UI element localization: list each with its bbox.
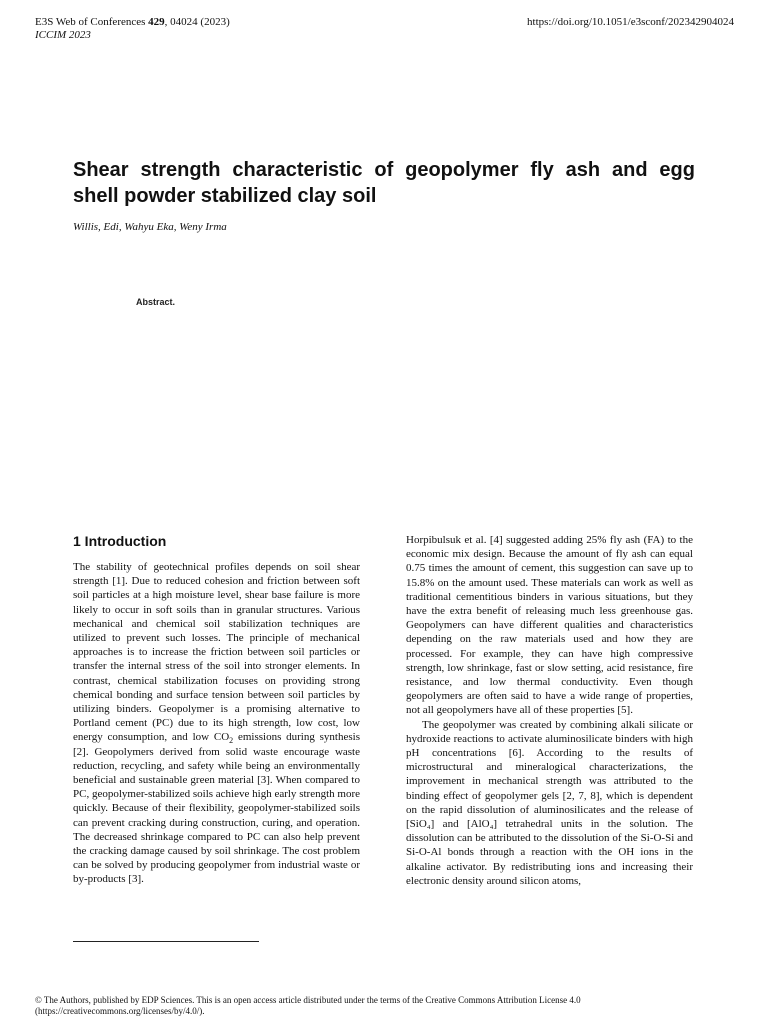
conference-name: ICCIM 2023 <box>35 29 91 41</box>
doi-link[interactable]: https://doi.org/10.1051/e3sconf/202342904024 <box>527 16 734 28</box>
paragraph-text-a: The stability of geotechnical profiles depends on soil shear strength [1]. Due to reduced cohesion and friction between soft soil particles at a high moisture level, shear base failure is more likely to occur in soft soils than in granular structures. Various mechanical and chemical soil stabilization techniques are utilized to prevent such losses. The principle of mechanical approaches is to increase the friction between soil particles or transfer the internal stress of the soil into stronger elements. In contrast, chemical stabilization focuses on providing strong chemical bonding and surface tension between soil particles by utilizing binders. Geopolymer is a promising alternative to Portland cement (PC) due to its high strength, low cost, low energy consumption, and low CO <box>73 561 360 744</box>
article-number: , 04024 (2023) <box>164 16 230 28</box>
intro-paragraph <box>73 560 360 887</box>
paper-title: Shear strength characteristic of geopolymer fly ash and egg shell powder stabilized clay soil <box>73 159 695 207</box>
abstract-block <box>136 296 640 309</box>
paragraph: The geopolymer was created by combining alkali silicate or hydroxide reactions to activate aluminosilicate binders with high pH concentrations [6]. According to the results of microstructural and mineralogical characterizations, the improvement in mechanical strength was attributed to the binding effect of geopolymer gels [2, 7, 8], which is dependent on the rapid dissolution of aluminosilicates and the release of [SiO₄] and [AlO₄] tetrahedral units in the solution. The dissolution can be attributed to the dissolution of the Si-O-Si and Si-O-Al bonds through a reaction with the OH ions in the alkaline activator. By redistributing ions and increasing their electronic density around silicon atoms, <box>406 718 693 887</box>
paragraph-text-b: emissions during synthesis [2]. Geopolymers derived from solid waste encourage waste reduction, recycling, and safety while being an environmentally beneficial and sustainable green material [3]. When compared to PC, geopolymer-stabilized soils achieve high early strength more quickly. Because of their flexibility, geopolymer-stabilized soils can prevent cracking during construction, curing, and operation. The decreased shrinkage compared to PC can also help prevent the cracking damage caused by soil shrinkage. The cost problem can be solved by producing geopolymer from industrial waste or by-products [3]. <box>73 731 360 886</box>
subscript: 2 <box>229 736 234 746</box>
footnote-divider <box>73 941 259 942</box>
left-column <box>73 560 360 887</box>
right-column <box>406 533 693 888</box>
section-heading: 1 Introduction <box>73 533 167 549</box>
author-list: Willis, Edi, Wahyu Eka, Weny Irma <box>73 221 227 233</box>
journal-volume: 429 <box>148 16 165 28</box>
paragraph: Horpibulsuk et al. [4] suggested adding 25% fly ash (FA) to the economic mix design. Because the amount of fly ash can equal 0.75 times the amount of cement, this suggestion can save up to 15.8% on the amount used. These materials can work as well as traditional cementitious binders in various situations, but they have the extra benefit of releasing much less greenhouse gas. Geopolymers can have different qualities and characteristics depending on the raw materials used and how they are processed. For example, they can have high compressive strength, low shrinkage, fast or slow setting, acid resistance, fire resistance, and low thermal conductivity. Even though geopolymers are often said to have a wide range of properties, not all geopolymers have all of these properties [5]. <box>406 534 693 717</box>
journal-citation <box>35 16 230 29</box>
license-notice: © The Authors, published by EDP Sciences. This is an open access article distributed under the terms of the Creative Commons Attribution License 4.0 (https://creativecommons.org/licenses/by/4.0/). <box>35 995 581 1016</box>
journal-prefix: E3S Web of Conferences <box>35 16 149 28</box>
abstract-label: Abstract. <box>136 297 176 307</box>
